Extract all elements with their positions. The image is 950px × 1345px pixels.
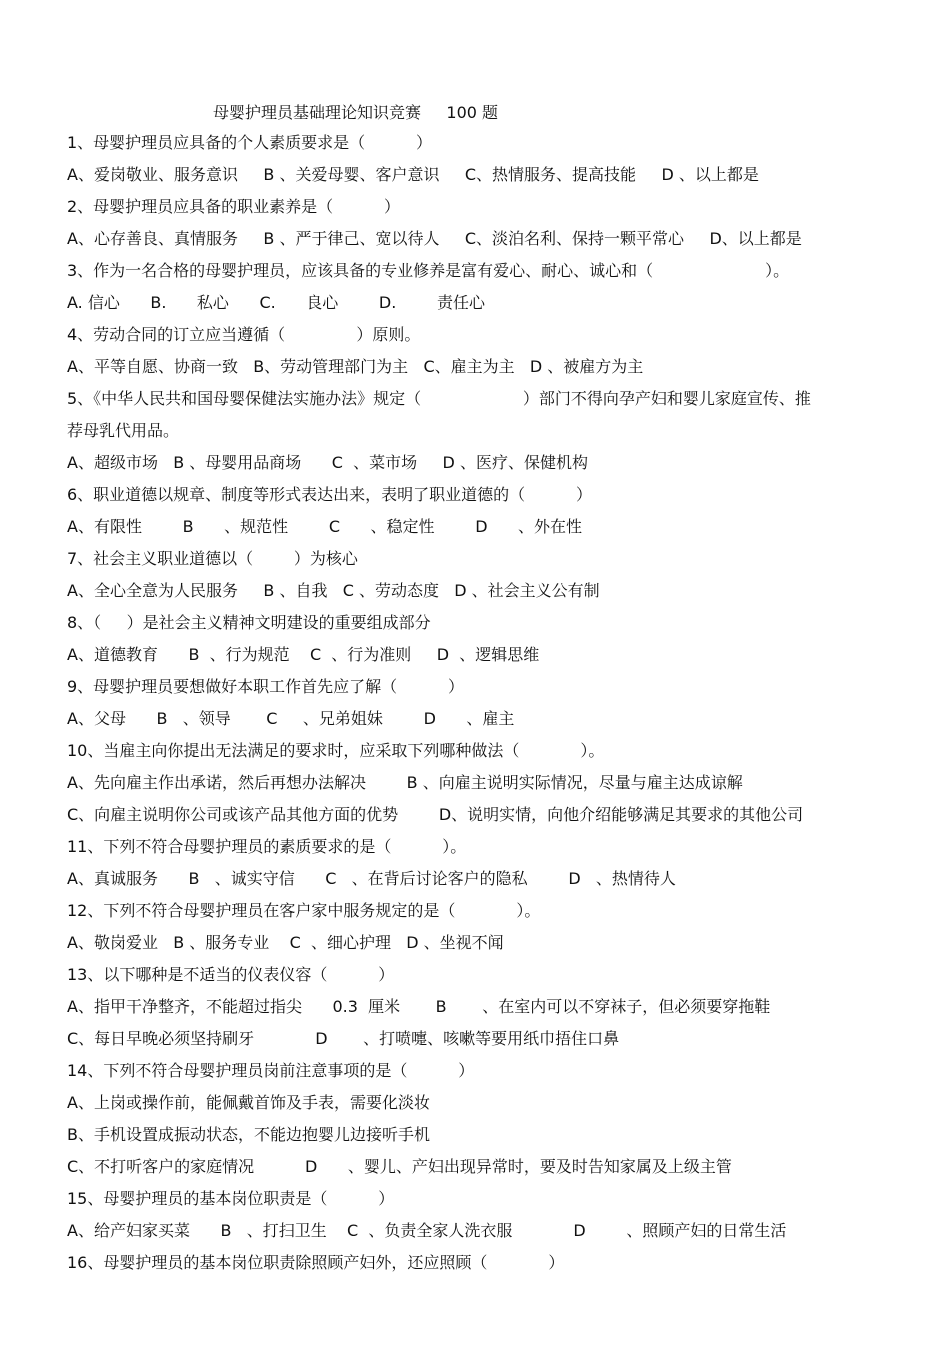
document-line: A、心存善良、真情服务 B 、严于律己、宽以待人 C、淡泊名利、保持一颗平常心 D、以上都是 (67, 229, 802, 248)
document-line: 8、（ ）是社会主义精神文明建设的重要组成部分 (67, 613, 431, 632)
document-line: 7、社会主义职业道德以（ ）为核心 (67, 549, 358, 568)
document-line: C、不打听客户的家庭情况 D 、婴儿、产妇出现异常时，要及时告知家属及上级主管 (67, 1157, 732, 1176)
document-line: A、爱岗敬业、服务意识 B 、关爱母婴、客户意识 C、热情服务、提高技能 D 、以上都是 (67, 165, 759, 184)
document-line: 6、职业道德以规章、制度等形式表达出来，表明了职业道德的（ ） (67, 485, 593, 504)
document-line: A、父母 B 、领导 C 、兄弟姐妹 D 、雇主 (67, 709, 515, 728)
document-line: A、有限性 B 、规范性 C 、稳定性 D 、外在性 (67, 517, 583, 536)
document-line: A、先向雇主作出承诺，然后再想办法解决 B 、向雇主说明实际情况，尽量与雇主达成谅解 (67, 773, 743, 792)
document-line: A、全心全意为人民服务 B 、自我 C 、劳动态度 D 、社会主义公有制 (67, 581, 600, 600)
document-line: 13、以下哪种是不适当的仪表仪容（ ） (67, 965, 395, 984)
document-line: A、超级市场 B 、母婴用品商场 C 、菜市场 D 、医疗、保健机构 (67, 453, 588, 472)
document-line: 10、当雇主向你提出无法满足的要求时，应采取下列哪种做法（ ）。 (67, 741, 605, 760)
document-line: 3、作为一名合格的母婴护理员，应该具备的专业修养是富有爱心、耐心、诚心和（ ）。 (67, 261, 790, 280)
document-line: 荐母乳代用品。 (67, 421, 180, 440)
document-line: 11、下列不符合母婴护理员的素质要求的是（ ）。 (67, 837, 467, 856)
document-line: A、指甲干净整齐，不能超过指尖 0.3 厘米 B 、在室内可以不穿袜子，但必须要穿拖鞋 (67, 997, 771, 1016)
document-line: 15、母婴护理员的基本岗位职责是（ ） (67, 1189, 395, 1208)
document-title: 母婴护理员基础理论知识竞赛 100 题 (213, 103, 499, 122)
document-line: B、手机设置成振动状态，不能边抱婴儿边接听手机 (67, 1125, 430, 1144)
document-line: 1、母婴护理员应具备的个人素质要求是（ ） (67, 133, 433, 152)
document-line: 2、母婴护理员应具备的职业素养是（ ） (67, 197, 401, 216)
document-line: 12、下列不符合母婴护理员在客户家中服务规定的是（ ）。 (67, 901, 541, 920)
document-line: C、每日早晚必须坚持刷牙 D 、打喷嚏、咳嗽等要用纸巾捂住口鼻 (67, 1029, 620, 1048)
document-line: A. 信心 B. 私心 C. 良心 D. 责任心 (67, 293, 486, 312)
document-line: A、给产妇家买菜 B 、打扫卫生 C 、负责全家人洗衣服 D 、照顾产妇的日常生活 (67, 1221, 787, 1240)
document-line: 5、《中华人民共和国母婴保健法实施办法》规定（ ）部门不得向孕产妇和婴儿家庭宣传、推 (67, 389, 811, 408)
document-line: A、平等自愿、协商一致 B、劳动管理部门为主 C、雇主为主 D 、被雇方为主 (67, 357, 644, 376)
document-line: A、敬岗爱业 B 、服务专业 C 、细心护理 D 、坐视不闻 (67, 933, 504, 952)
document-line: A、上岗或操作前，能佩戴首饰及手表，需要化淡妆 (67, 1093, 430, 1112)
document-line: 16、母婴护理员的基本岗位职责除照顾产妇外，还应照顾（ ） (67, 1253, 565, 1272)
document-line: A、道德教育 B 、行为规范 C 、行为准则 D 、逻辑思维 (67, 645, 540, 664)
document-line: 9、母婴护理员要想做好本职工作首先应了解（ ） (67, 677, 465, 696)
document-line: 4、劳动合同的订立应当遵循（ ）原则。 (67, 325, 421, 344)
document-line: 14、下列不符合母婴护理员岗前注意事项的是（ ） (67, 1061, 475, 1080)
document-line: A、真诚服务 B 、诚实守信 C 、在背后讨论客户的隐私 D 、热情待人 (67, 869, 676, 888)
document-line: C、向雇主说明你公司或该产品其他方面的优势 D、说明实情，向他介绍能够满足其要求的其他公司 (67, 805, 804, 824)
